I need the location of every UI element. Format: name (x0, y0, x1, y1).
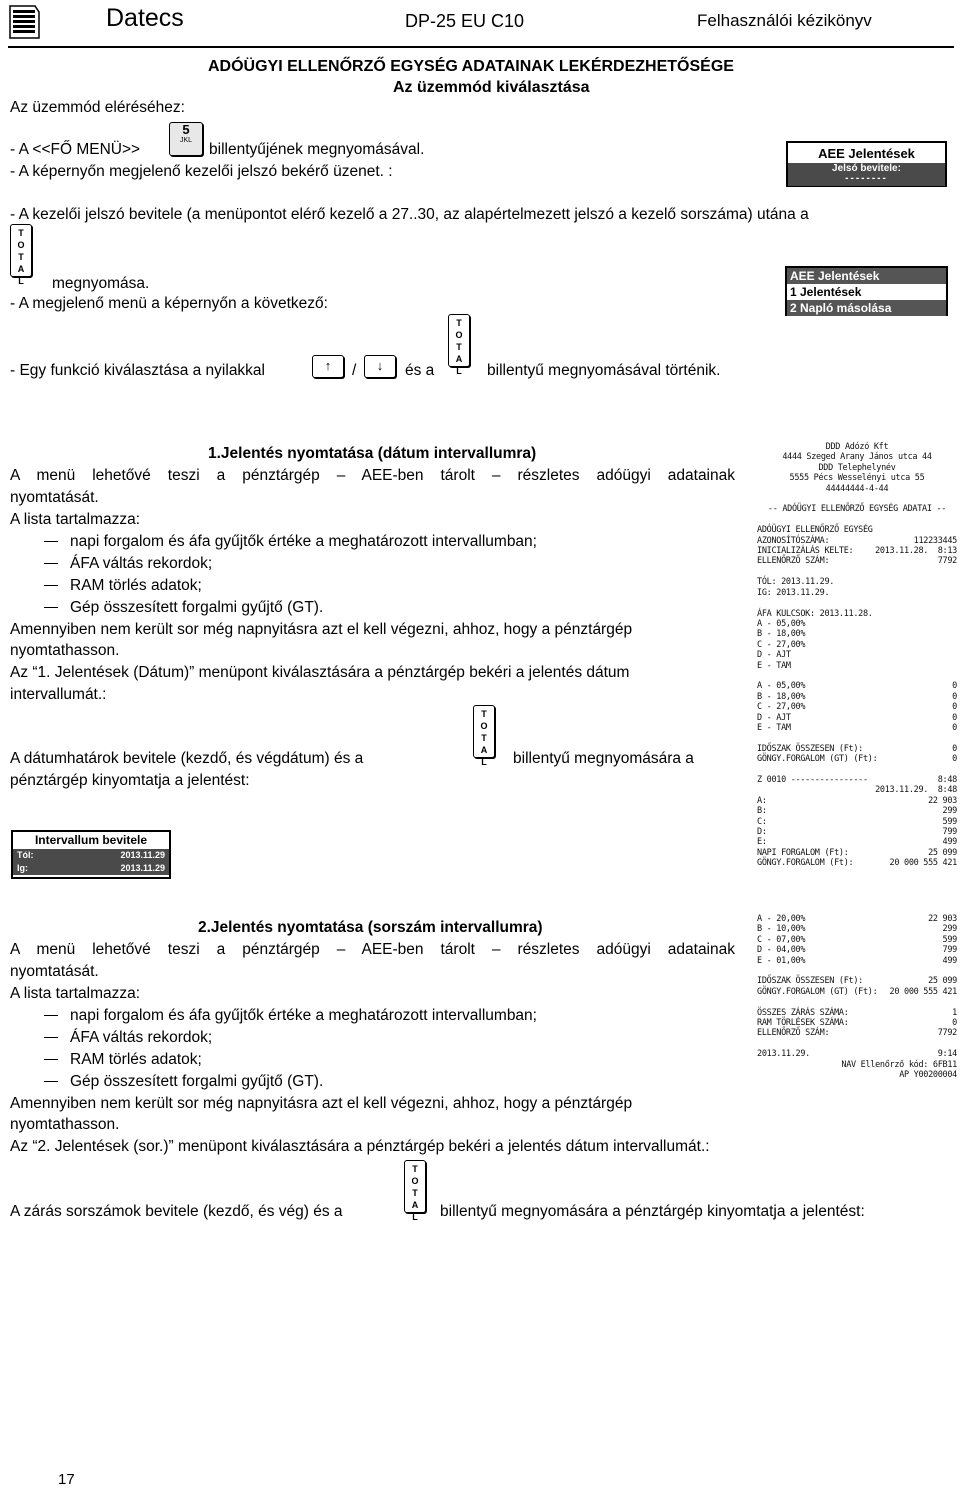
receipt-line: C - 27,00% 0 (757, 702, 957, 713)
receipt-line: IDŐSZAK ÖSSZESEN (Ft): 0 (757, 743, 957, 754)
receipt-line: 5555 Pécs Wesselényi utca 55 (789, 473, 925, 484)
lcd1-dashes: -------- (788, 174, 945, 186)
access-line3: - A kezelői jelszó bevitele (a menüpontot elérő kezelő a 27..30, az alapértelmezett jelszó a kezelő sorszáma) utána a (10, 206, 809, 223)
receipt-line: IDŐSZAK ÖSSZESEN (Ft): 25 099 (757, 976, 957, 987)
receipt-line (757, 671, 957, 681)
section2-list-intro: A lista tartalmazza: (10, 985, 141, 1002)
lcd-menu (785, 266, 948, 316)
receipt-line: A - 05,00% 0 (757, 681, 957, 692)
datecs-logo-icon (9, 4, 40, 40)
receipt-line: C - 27,00% (757, 639, 806, 650)
section1-p2a: Amennyiben nem került sor még napnyitásra azt el kell végezni, ahhoz, hogy a pénztárgép (10, 621, 633, 638)
receipt-line: NAPI FORGALOM (Ft): 25 099 (757, 847, 957, 858)
section2-p3: Az “2. Jelentések (sor.)” menüpont kiválasztására a pénztárgép bekéri a jelentés dátum intervallumát.: (10, 1138, 710, 1155)
receipt-line: C - 07,00% 599 (757, 934, 957, 945)
receipt-line: ÁFA KULCSOK: 2013.11.28. (757, 608, 873, 619)
key-jkl-label: JKL (179, 137, 193, 144)
receipt-line: D - AJT (757, 650, 791, 661)
receipt-line: ELLENŐRZŐ SZÁM: 7792 (757, 1028, 957, 1039)
receipt-line: DDD Telephelynév (818, 462, 896, 473)
receipt-line (757, 494, 957, 504)
access-slash: / (352, 362, 357, 379)
section2-item-3: RAM törlés adatok; (44, 1051, 202, 1069)
section1-p3b: intervallumát.: (10, 686, 107, 703)
access-line5: - A megjelenő menü a képernyőn a következő: (10, 295, 328, 312)
section1-list-intro: A lista tartalmazza: (10, 511, 141, 528)
receipt-line: 44444444-4-44 (825, 483, 889, 494)
receipt-date-report (757, 442, 957, 869)
receipt-line: ADÓÜGYI ELLENŐRZŐ EGYSÉG (757, 525, 873, 536)
section1-heading: 1.Jelentés nyomtatása (dátum intervallumra) (208, 445, 537, 462)
lcd1-title: AEE Jelentések (818, 146, 915, 161)
receipt-line: E - 01,00% 499 (757, 955, 957, 966)
page-subtitle: Az üzemmód kiválasztása (393, 79, 590, 96)
receipt-line: C: 599 (757, 816, 957, 827)
receipt-line: D - AJT 0 (757, 712, 957, 723)
receipt-line: B - 10,00% 299 (757, 924, 957, 935)
receipt-line: INICIALIZÁLÁS KELTE: 2013.11.28. 8:13 (757, 546, 957, 557)
lcd2-item-2: 2 Napló másolása (787, 300, 946, 316)
total-key-4: T O T A L (404, 1160, 426, 1213)
key-5-label: 5 (182, 122, 190, 137)
header-divider (8, 46, 954, 48)
access-line1a: - A <<FŐ MENÜ>> (10, 141, 141, 158)
total-key-2: T O T A L (448, 314, 470, 367)
down-arrow-key (364, 355, 396, 378)
receipt-line: ÖSSZES ZÁRÁS SZÁMA: 1 (757, 1007, 957, 1018)
brand-name: Datecs (106, 4, 184, 32)
section1-item-3: RAM törlés adatok; (44, 577, 202, 595)
lcd3-title: Intervallum bevitele (34, 833, 148, 847)
receipt-line: A: 22 903 (757, 795, 957, 806)
lcd2-title: AEE Jelentések (787, 268, 946, 284)
receipt-line (757, 567, 957, 577)
section1-p4a: A dátumhatárok bevitele (kezdő, és végdátum) és a (10, 750, 364, 767)
receipt-line: AZONOSÍTÓSZÁMA: 112233445 (757, 535, 957, 546)
receipt-line: DDD Adózó Kft (825, 442, 889, 452)
receipt-line: E - TAM 0 (757, 722, 957, 733)
receipt-line (757, 997, 957, 1007)
model-name: DP-25 EU C10 (405, 11, 525, 31)
lcd-interval-input (11, 830, 171, 879)
lcd2-item-1: 1 Jelentések (787, 284, 946, 300)
access-line6c: billentyű megnyomásával történik. (487, 362, 721, 379)
total-key-3: T O T A L (473, 705, 495, 758)
key-5-jkl (169, 122, 203, 156)
receipt-line: TÓL: 2013.11.29. (757, 577, 835, 588)
page-number: 17 (58, 1471, 75, 1488)
manual-title: Felhasználói kézikönyv (697, 11, 872, 30)
section1-item-4: Gép összesített forgalmi gyűjtő (GT). (44, 599, 323, 617)
receipt-line: D - 04,00% 799 (757, 945, 957, 956)
down-arrow-icon: ↓ (376, 358, 384, 373)
receipt-line: B - 18,00% 0 (757, 691, 957, 702)
receipt-line: ELLENŐRZŐ SZÁM: 7792 (757, 556, 957, 567)
section2-item-1: napi forgalom és áfa gyűjtők értéke a meghatározott intervallumban; (44, 1007, 537, 1025)
receipt-line: RAM TÖRLÉSEK SZÁMA: 0 (757, 1018, 957, 1029)
section2-p2a: Amennyiben nem került sor még napnyitásra azt el kell végezni, ahhoz, hogy a pénztárgép (10, 1095, 633, 1112)
section2-p1b: nyomtatását. (10, 963, 99, 980)
receipt-line: -- ADÓÜGYI ELLENŐRZŐ EGYSÉG ADATAI -- (767, 504, 947, 515)
access-intro: Az üzemmód eléréséhez: (10, 99, 185, 116)
section1-p4c: pénztárgép kinyomtatja a jelentést: (10, 772, 250, 789)
receipt-line (757, 598, 957, 608)
receipt-line (757, 1039, 957, 1049)
receipt-line: D: 799 (757, 827, 957, 838)
access-line1b: billentyűjének megnyomásával. (209, 141, 425, 158)
receipt-line: B: 299 (757, 806, 957, 817)
receipt-line: E - TAM (757, 660, 791, 671)
receipt-line (757, 765, 957, 775)
up-arrow-icon: ↑ (324, 358, 332, 373)
section2-p4b: billentyű megnyomására a pénztárgép kinyomtatja a jelentést: (440, 1203, 865, 1220)
section1-item-2: ÁFA váltás rekordok; (44, 555, 212, 573)
receipt-serial-report (757, 914, 957, 1081)
receipt-line: GÖNGY.FORGALOM (Ft): 20 000 555 421 (757, 858, 957, 869)
receipt-line: 2013.11.29. 9:14 (757, 1049, 957, 1060)
section2-item-2: ÁFA váltás rekordok; (44, 1029, 212, 1047)
receipt-line: E: 499 (757, 837, 957, 848)
section1-p3a: Az “1. Jelentések (Dátum)” menüpont kiválasztására a pénztárgép bekéri a jelentés dátum (10, 664, 630, 681)
receipt-line: 4444 Szeged Arany János utca 44 (782, 452, 932, 463)
section1-p1a: A menü lehetővé teszi a pénztárgép – AEE-ben tárolt – részletes adóügyi adatainak (10, 467, 735, 484)
section1-p2b: nyomtathasson. (10, 642, 120, 659)
access-line6a: - Egy funkció kiválasztása a nyilakkal (10, 362, 266, 379)
receipt-line: NAV Ellenőrző kód: 6FB11 (841, 1059, 957, 1070)
access-line4: megnyomása. (52, 275, 150, 292)
receipt-line (757, 733, 957, 743)
receipt-line: A - 20,00% 22 903 (757, 914, 957, 924)
receipt-line: B - 18,00% (757, 629, 806, 640)
receipt-line: Z 0010 ---------------- 8:48 (757, 775, 957, 785)
up-arrow-key (312, 355, 344, 378)
page-title: ADÓÜGYI ELLENŐRZŐ EGYSÉG ADATAINAK LEKÉRDEZHETŐSÉGE (208, 58, 734, 75)
section2-p2b: nyomtathasson. (10, 1116, 120, 1133)
section2-heading: 2.Jelentés nyomtatása (sorszám intervallumra) (198, 919, 543, 936)
receipt-line: AP Y00200004 (899, 1070, 957, 1081)
access-line2: - A képernyőn megjelenő kezelői jelszó bekérő üzenet. : (10, 163, 393, 180)
total-key-1: T O T A L (10, 224, 32, 277)
receipt-line: IG: 2013.11.29. (757, 587, 830, 598)
lcd-password-prompt (786, 141, 947, 187)
receipt-line: A - 05,00% (757, 618, 806, 629)
access-line6b: és a (405, 362, 435, 379)
section2-item-4: Gép összesített forgalmi gyűjtő (GT). (44, 1073, 323, 1091)
section1-item-1: napi forgalom és áfa gyűjtők értéke a meghatározott intervallumban; (44, 533, 537, 551)
receipt-line (757, 966, 957, 976)
section1-p1b: nyomtatását. (10, 489, 99, 506)
section2-p4a: A zárás sorszámok bevitele (kezdő, és vég) és a (10, 1203, 343, 1220)
receipt-line (757, 515, 957, 525)
lcd3-from-row: Tól: 2013.11.29 (13, 849, 169, 862)
receipt-line: GÖNGY.FORGALOM (GT) (Ft): 0 (757, 754, 957, 765)
lcd1-prompt: Jelsó bevitele: (788, 163, 945, 174)
receipt-line: GÖNGY.FORGALOM (GT) (Ft): 20 000 555 421 (757, 986, 957, 997)
section2-p1a: A menü lehetővé teszi a pénztárgép – AEE-ben tárolt – részletes adóügyi adatainak (10, 941, 735, 958)
section1-p4b: billentyű megnyomására a (513, 750, 694, 767)
receipt-line: 2013.11.29. 8:48 (875, 785, 957, 796)
lcd3-to-row: Ig: 2013.11.29 (13, 862, 169, 875)
